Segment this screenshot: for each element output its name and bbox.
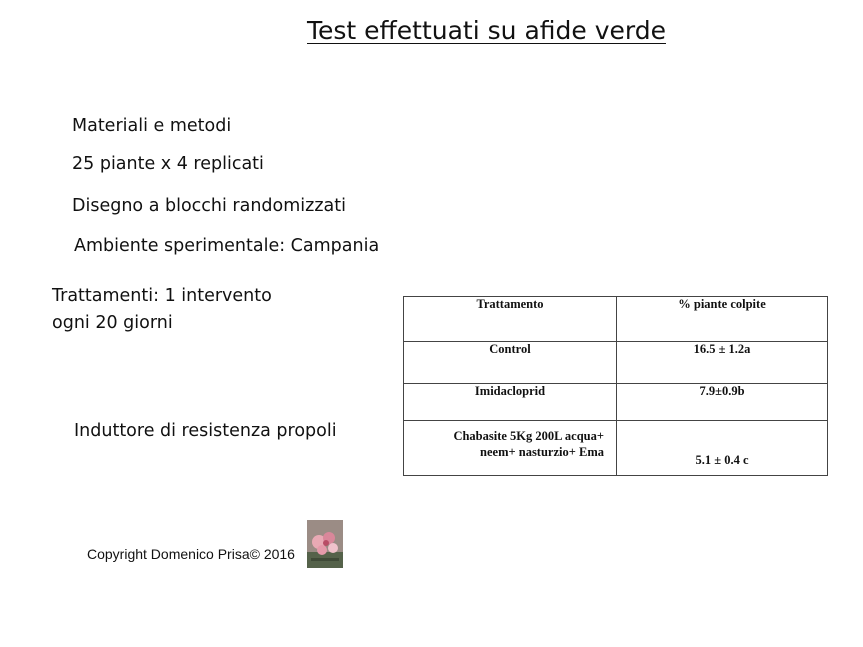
environment-line: Ambiente sperimentale: Campania [74, 236, 380, 256]
treatment-line-2: neem+ nasturzio+ Ema [480, 445, 604, 459]
value-cell: 16.5 ± 1.2a [617, 342, 828, 384]
table-header-row [404, 297, 828, 342]
table-row [404, 342, 828, 384]
treatment-cell: Control [404, 342, 617, 384]
table-row [404, 384, 828, 421]
treatment-cell [404, 421, 617, 476]
inducer-line: Induttore di resistenza propoli [74, 421, 337, 441]
value-cell: 5.1 ± 0.4 c [617, 421, 828, 476]
flower-photo-svg [307, 520, 343, 568]
copyright-text: Copyright Domenico Prisa© 2016 [87, 546, 295, 562]
pink-flower-photo-icon [307, 520, 343, 568]
header-treatment: Trattamento [404, 297, 617, 342]
plants-line: 25 piante x 4 replicati [72, 154, 264, 174]
treatment-line-1: Chabasite 5Kg 200L acqua+ [453, 429, 604, 443]
results-table [403, 296, 828, 476]
table-row [404, 421, 828, 476]
value-cell: 7.9±0.9b [617, 384, 828, 421]
treatments-line: Trattamenti: 1 intervento ogni 20 giorni [52, 286, 272, 333]
treatment-cell: Imidacloprid [404, 384, 617, 421]
header-percent: % piante colpite [617, 297, 828, 342]
slide-title: Test effettuati su afide verde [307, 16, 666, 45]
materials-heading: Materiali e metodi [72, 116, 232, 136]
design-line: Disegno a blocchi randomizzati [72, 196, 346, 216]
